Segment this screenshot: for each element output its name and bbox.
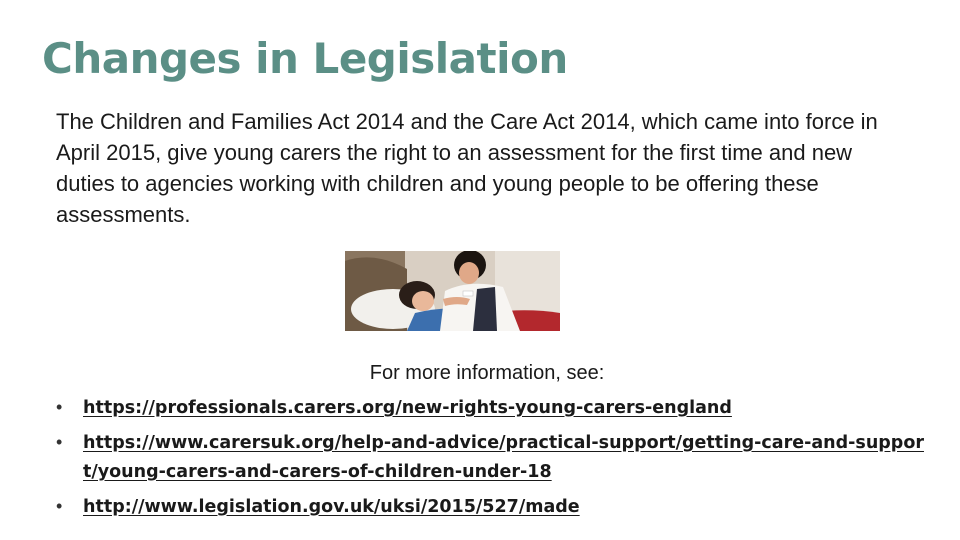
bullet-icon: • [56,397,63,417]
link-carers-org[interactable]: https://professionals.carers.org/new-rights-young-carers-england [83,398,732,418]
bullet-icon: • [56,432,63,452]
list-item [56,492,936,521]
link-list [56,393,936,527]
list-item [56,393,936,422]
bullet-icon: • [56,496,63,516]
carer-and-child-photo [345,251,560,331]
list-item [56,428,936,486]
more-info-text: For more information, see: [369,362,605,384]
link-legislation-gov[interactable]: http://www.legislation.gov.uk/uksi/2015/527/made [83,497,580,517]
body-paragraph: The Children and Families Act 2014 and the Care Act 2014, which came into force in April 2015, give young carers the right to an assessment for the first time and new duties to agencies working with children and young people to be offering these assessments. [56,109,878,227]
slide-title: Changes in Legislation [42,34,568,83]
link-carersuk[interactable]: https://www.carersuk.org/help-and-advice/practical-support/getting-care-and-support/young-carers-and-carers-of-children-under-18 [83,433,924,482]
